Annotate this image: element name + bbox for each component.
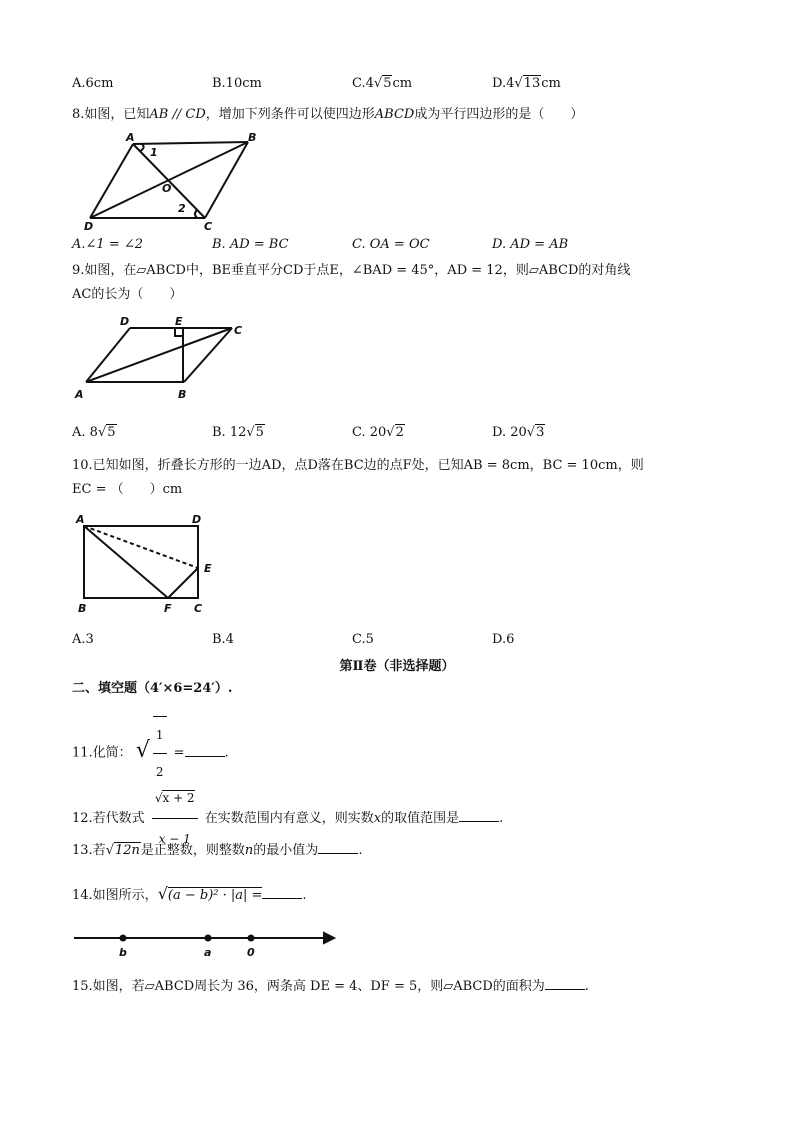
q10-label-D: D bbox=[192, 513, 202, 526]
q10-option-b: B.4 bbox=[212, 632, 234, 647]
q10-label-A: A bbox=[76, 513, 85, 526]
q14-label-zero: 0 bbox=[247, 946, 255, 959]
q8-label-B: B bbox=[248, 132, 257, 144]
q12: 12.若代数式 $\frac{√x + 2}{x - 1}$ 在实数范围内有意义，则实数x的取值范围是 . bbox=[72, 778, 503, 859]
q14: 14.如图所示，√(a − b)² · |a| = . bbox=[72, 884, 307, 903]
q10-label-E: E bbox=[204, 562, 212, 575]
q10-option-a: A.3 bbox=[72, 632, 94, 647]
q9-option-b: B. 12√5 bbox=[212, 425, 264, 440]
q8-option-c: C. OA = OC bbox=[352, 237, 430, 252]
part-title: 二、填空题（4′×6=24′）. bbox=[72, 681, 233, 696]
q9-option-c: C. 20√2 bbox=[352, 425, 404, 440]
q14-label-a: a bbox=[204, 946, 212, 959]
q9-label-B: B bbox=[178, 388, 187, 401]
q8-stem: 8.如图，已知AB // CD，增加下列条件可以使四边形ABCD成为平行四边形的是（ ） bbox=[72, 107, 584, 122]
q10-option-c: C.5 bbox=[352, 632, 374, 647]
q7-option-c: C.4√5cm bbox=[352, 76, 413, 91]
q9-label-E: E bbox=[175, 315, 183, 328]
q10-stem-line2: EC = （ ）cm bbox=[72, 482, 183, 497]
q9-label-D: D bbox=[120, 315, 130, 328]
q10-label-B: B bbox=[78, 602, 87, 615]
q9-option-d: D. 20√3 bbox=[492, 425, 545, 440]
q8-label-C: C bbox=[204, 220, 213, 232]
q10-stem-line1: 10.已知如图，折叠长方形的一边AD，点D落在BC边的点F处，已知AB = 8cm，BC = 10cm，则 bbox=[72, 458, 644, 473]
q13: 13.若√12n是正整数，则整数n的最小值为 . bbox=[72, 840, 362, 860]
volume-title: 第Ⅱ卷（非选择题） bbox=[339, 659, 455, 674]
q9-option-a: A. 8√5 bbox=[72, 425, 116, 440]
q15-answer-blank[interactable] bbox=[545, 976, 585, 990]
q9-label-A: A bbox=[75, 388, 84, 401]
q8-figure bbox=[80, 132, 270, 232]
q7-option-b: B.10cm bbox=[212, 76, 262, 91]
q8-option-d: D. AD = AB bbox=[492, 237, 569, 252]
q8-label-D: D bbox=[84, 220, 94, 232]
q14-number-line bbox=[72, 928, 342, 962]
q7-option-a: A.6cm bbox=[72, 76, 114, 91]
q14-label-b: b bbox=[119, 946, 127, 959]
q13-answer-blank[interactable] bbox=[318, 840, 358, 854]
q10-label-F: F bbox=[164, 602, 172, 615]
q14-answer-blank[interactable] bbox=[262, 885, 302, 899]
q8-option-b: B. AD = BC bbox=[212, 237, 289, 252]
q8-angle-1: 1 bbox=[150, 146, 158, 159]
q12-answer-blank[interactable] bbox=[459, 808, 499, 822]
q11: 11.化简： √ $\frac{1}{2}$ = . bbox=[72, 716, 229, 790]
q9-stem-line2: AC的长为（ ） bbox=[72, 287, 183, 302]
q7-option-d: D.4√13cm bbox=[492, 76, 561, 91]
q10-option-d: D.6 bbox=[492, 632, 515, 647]
q8-label-O: O bbox=[162, 182, 172, 195]
q11-answer-blank[interactable] bbox=[185, 743, 225, 757]
q10-figure bbox=[72, 508, 232, 618]
q8-angle-2: 2 bbox=[178, 202, 186, 215]
q8-label-A: A bbox=[126, 132, 135, 144]
q15: 15.如图，若▱ABCD周长为 36，两条高 DE = 4、DF = 5，则▱ABCD的面积为 . bbox=[72, 976, 589, 996]
q9-figure bbox=[72, 312, 262, 402]
q9-label-C: C bbox=[234, 324, 243, 337]
q8-option-a: A.∠1 = ∠2 bbox=[72, 237, 144, 252]
q9-stem-line1: 9.如图，在▱ABCD中，BE垂直平分CD于点E，∠BAD = 45°，AD = 12，则▱ABCD的对角线 bbox=[72, 263, 631, 278]
q10-label-C: C bbox=[194, 602, 203, 615]
